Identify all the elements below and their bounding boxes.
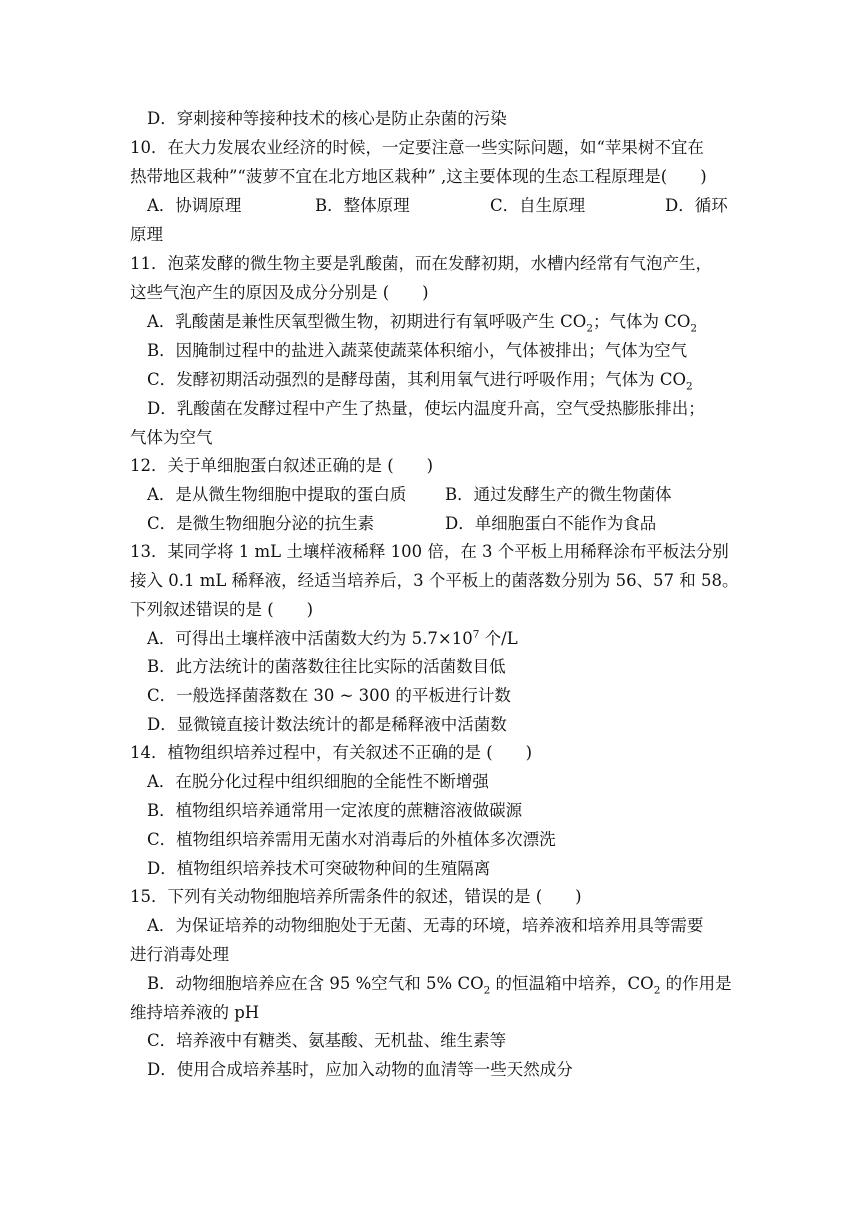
q9-option-d: D．穿刺接种等接种技术的核心是防止杂菌的污染 [147,109,507,128]
q15-option-b-text3: 的作用是 [660,974,732,993]
q13-option-a-unit: 个/L [479,629,518,648]
q10-option-d: D．循环 [665,196,728,215]
q10-option-d-cont: 原理 [130,225,163,244]
q11-option-a-text2: ；气体为 CO [593,312,691,331]
subscript: 2 [586,322,593,335]
q11-stem-line2: 这些气泡产生的原因及成分分别是 ( ) [130,283,429,302]
q15-stem: 15．下列有关动物细胞培养所需条件的叙述，错误的是 ( ) [130,887,582,906]
q11-option-c [147,370,693,393]
q15-option-b-line2: 维持培养液的 pH [130,1003,260,1022]
q13-option-b: B．此方法统计的菌落数往往比实际的活菌数目低 [147,657,506,676]
q13-option-d: D．显微镜直接计数法统计的都是稀释液中活菌数 [147,715,507,734]
q10-stem-line1: 10．在大力发展农业经济的时候，一定要注意一些实际问题，如“苹果树不宜在 [130,138,704,157]
q13-option-c: C．一般选择菌落数在 30 ~ 300 的平板进行计数 [147,686,511,705]
subscript: 2 [483,984,491,997]
subscript: 2 [686,380,693,393]
q11-option-c-text: C．发酵初期活动强烈的是酵母菌，其利用氧气进行呼吸作用；气体为 CO [147,370,687,389]
q10-option-b: B．整体原理 [315,196,410,215]
q15-option-b-text2: 的恒温箱中培养，CO [490,974,654,993]
q15-option-a-line1: A．为保证培养的动物细胞处于无菌、无毒的环境，培养液和培养用具等需要 [147,916,704,935]
q11-option-a [147,312,698,335]
q12-option-d: D．单细胞蛋白不能作为食品 [445,514,657,533]
q11-option-b: B．因腌制过程中的盐进入蔬菜使蔬菜体积缩小，气体被排出；气体为空气 [147,341,688,360]
q14-stem: 14．植物组织培养过程中，有关叙述不正确的是 ( ) [130,743,533,762]
q13-option-a [147,629,518,649]
q13-stem-line2: 接入 0.1 mL 稀释液，经适当培养后，3 个平板上的菌落数分别为 56、57 和 58。 [130,571,739,590]
q10-stem-line2: 热带地区栽种”“菠萝不宜在北方地区栽种” ,这主要体现的生态工程原理是( ) [130,167,707,186]
q12-option-c: C．是微生物细胞分泌的抗生素 [147,514,375,533]
q13-stem-line3: 下列叙述错误的是 ( ) [130,600,314,619]
q14-option-b: B．植物组织培养通常用一定浓度的蔗糖溶液做碳源 [147,801,523,820]
q10-option-a: A．协调原理 [147,196,242,215]
superscript: 7 [472,628,480,641]
q12-option-b: B．通过发酵生产的微生物菌体 [445,485,672,504]
q14-option-a: A．在脱分化过程中组织细胞的全能性不断增强 [147,772,489,791]
q15-option-a-line2: 进行消毒处理 [130,945,229,964]
q11-option-d-line2: 气体为空气 [130,428,213,447]
q13-option-a-text: A．可得出土壤样液中活菌数大约为 5.7×10 [147,629,473,648]
q13-stem-line1: 13．某同学将 1 mL 土壤样液稀释 100 倍，在 3 个平板上用稀释涂布平板法分别 [130,542,729,561]
subscript: 2 [690,322,698,335]
q10-option-c: C．自生原理 [490,196,586,215]
q15-option-b-line1 [147,974,732,997]
q15-option-d: D．使用合成培养基时，应加入动物的血清等一些天然成分 [147,1060,573,1079]
q11-option-d-line1: D．乳酸菌在发酵过程中产生了热量，使坛内温度升高，空气受热膨胀排出； [147,399,705,418]
q12-stem: 12．关于单细胞蛋白叙述正确的是 ( ) [130,456,434,475]
q12-option-a: A．是从微生物细胞中提取的蛋白质 [147,485,407,504]
q14-option-c: C．植物组织培养需用无菌水对消毒后的外植体多次漂洗 [147,830,556,849]
q15-option-b-text: B．动物细胞培养应在含 95 %空气和 5% CO [147,974,484,993]
q15-option-c: C．培养液中有糖类、氨基酸、无机盐、维生素等 [147,1031,507,1050]
q11-option-a-text: A．乳酸菌是兼性厌氧型微生物，初期进行有氧呼吸产生 CO [147,312,587,331]
subscript: 2 [653,984,661,997]
q11-stem-line1: 11．泡菜发酵的微生物主要是乳酸菌，而在发酵初期，水槽内经常有气泡产生， [130,254,712,273]
q14-option-d: D．植物组织培养技术可突破物种间的生殖隔离 [147,859,491,878]
